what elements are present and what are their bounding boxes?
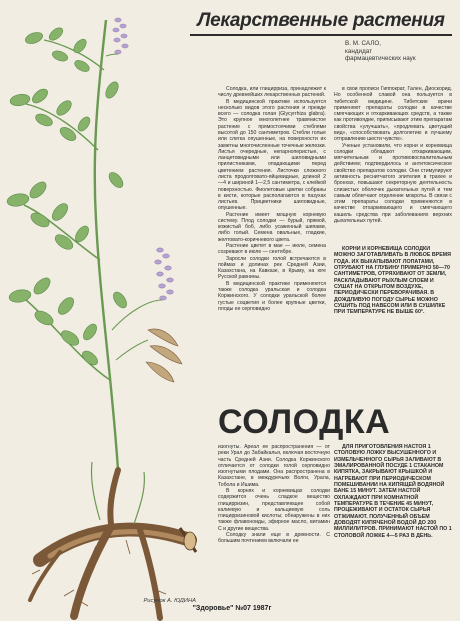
paragraph: Заросли солодки голой встречаются в поймах и долинах рек Средней Азии, Казахстана, на Кавказе, в Крыму, на юге Русской равнины. <box>218 255 326 281</box>
flower-spike-right <box>155 248 174 300</box>
licorice-illustration <box>0 0 205 621</box>
paragraph: Солодка, или глицирриза, принадлежит к числу древнейших лекарственных растений. <box>218 86 326 99</box>
illustration-credit: Рисунок А. ЮДИНА <box>143 598 196 604</box>
paragraph: изогнуты. Ареал ее распространения — от реки Урал до Забайкалья, включая восточную часть Средней Азии. Солодка Коржинского отличается от солодки голой серповидно изогнутыми плодами. Она распространена в Казахстане, в междуречьях Волги, Урала, Тобола и Ишима. <box>218 444 330 488</box>
paragraph: Растение имеет мощную корневую систему. Плод солодки — бурый, прямой, кожистый боб, либо усаженный шипами, либо голый. Семена овальные, гладкие, желтовато-коричневого цвета. <box>218 211 326 243</box>
flower-spikes <box>113 18 174 300</box>
flower-spike-top <box>113 18 128 54</box>
paragraph: Растение цветет в мае — июле, семена созревают в июле — сентябре. <box>218 243 326 256</box>
paragraph: в свои прописи Гиппократ, Гален, Диоскорид. Но особенной славой она пользуется в тибетской медицине. Тибетские врачи применяют препараты солодки в качестве смягчающих и отхаркивающих средств, а также как противоядие, приписывают этим препаратам свойства «улучшать», «продлевать цветущий вид», «способствовать долголетию и лучшему отправлению шести чувств». <box>334 86 452 143</box>
author-block <box>345 40 455 63</box>
article-column-a1 <box>218 86 326 422</box>
root-crown <box>110 470 118 530</box>
root-branch-2 <box>140 530 160 618</box>
paragraph: В корнях и корневищах солодки содержится очень сладкое вещество глицирризин, представляющее собой калиевую и кальциевую соль глицирризиновой кислоты; обнаружены в них также флавоноиды, эфирное масло, витамин С и другие вещества. <box>218 487 330 532</box>
section-header <box>190 8 452 34</box>
paragraph: КОРНИ И КОРНЕВИЩА СОЛОДКИ МОЖНО ЗАГОТАВЛИВАТЬ В ЛЮБОЕ ВРЕМЯ ГОДА. ИХ ВЫКАПЫВАЮТ ЛОПАТАМИ, ОТРУБАЮТ НА ГЛУБИНУ ПРИМЕРНО 50—70 САНТИМЕТРОВ, ОТРЯХИВАЮТ ОТ ЗЕМЛИ, РАСКЛАДЫВАЮТ РЫХЛЫМ СЛОЕМ И СУШАТ НА ОТКРЫТОМ ВОЗДУХЕ, ПЕРИОДИЧЕСКИ ПЕРЕВОРАЧИВАЯ. В ДОЖДЛИВУЮ ПОГОДУ СЫРЬЕ МОЖНО СУШИТЬ ПОД НАВЕСОМ ИЛИ В СУШИЛКЕ ПРИ ТЕМПЕРАТУРЕ НЕ ВЫШЕ 60°. <box>334 246 451 316</box>
paragraph: ДЛЯ ПРИГОТОВЛЕНИЯ НАСТОЯ 1 СТОЛОВУЮ ЛОЖКУ ВЫСУШЕННОГО И ИЗМЕЛЬЧЕННОГО СЫРЬЯ ЗАЛИВАЮТ В ЭМАЛИРОВАННОЙ ПОСУДЕ 1 СТАКАНОМ КИПЯТКА, ЗАКРЫВАЮТ КРЫШКОЙ И НАГРЕВАЮТ ПРИ ПЕРИОДИЧЕСКОМ ПОМЕШИВАНИИ НА КИПЯЩЕЙ ВОДЯНОЙ БАНЕ 15 МИНУТ. ЗАТЕМ НАСТОЙ ОХЛАЖДАЮТ ПРИ КОМНАТНОЙ ТЕМПЕРАТУРЕ В ТЕЧЕНИЕ 45 МИНУТ, ПРОЦЕЖИВАЮТ И ОСТАТОК СЫРЬЯ ОТЖИМАЮТ. ПОЛУЧЕННЫЙ ОБЪЕМ ДОВОДЯТ КИПЯЧЕНОЙ ВОДОЙ ДО 200 МИЛЛИЛИТРОВ. ПРИНИМАЮТ НАСТОЙ ПО 1 СТОЛОВОЙ ЛОЖКЕ 4—5 РАЗ В ДЕНЬ. <box>334 444 452 539</box>
magazine-footer: "Здоровье" №07 1987г <box>192 605 272 612</box>
article-title: СОЛОДКА <box>218 403 391 441</box>
article-column-a2 <box>218 444 330 592</box>
flower-stalk-top <box>106 54 118 56</box>
author-degree: фармацевтических наук <box>345 55 416 63</box>
header-rule <box>190 34 452 36</box>
section-title: Лекарственные растения <box>197 10 445 31</box>
harvest-instructions <box>334 246 452 406</box>
article-column-b1 <box>334 86 452 246</box>
seed-pods <box>146 329 182 382</box>
paragraph: Солодку знали еще в древности. С большим почтением включали ее <box>218 531 330 545</box>
leaves <box>6 25 129 367</box>
author-title: кандидат <box>345 47 372 55</box>
author-name: В. М. САЛО, <box>345 40 381 47</box>
paragraph: В медицинской практике используется несколько видов этого растения и прежде всего — солодка голая (Glycyrrhiza glabra). Это крупное многолетнее травянистое растение с прямостоячими стеблями высотой до 150 сантиметров. Стебли голые или слегка опушенные, на поверхности их заметны многочисленные точечные железки. Листья очередные, непарноперистые, с ланцетовидными или шиловидными прилистниками, опадающими перед цветением растения. Листочки сложного листа продолговато-яйцевидные, длиной 2—4 и шириной 1—2,5 сантиметра, с клейкой поверхностью. Фиолетовые цветки собраны в кисти, которые располагаются в пазухах листьев. Прицветники шиловидные, опушенные. <box>218 98 326 212</box>
root-system <box>30 470 196 618</box>
root-cut-face <box>184 532 196 550</box>
infusion-instructions <box>334 444 452 594</box>
paragraph: В медицинской практике применяются также солодка уральская и солодка Коржинского. У солодки уральской более густые соцветия и более крупные цветки, плоды ее серповидно <box>218 280 326 312</box>
paragraph: Ученые установили, что корни и корневища солодки обладают отхаркивающим, мягчительным и противовоспалительным действием; подтвердилось и антитоксическое свойство препаратов солодки. Они стимулируют активность реснитчатого эпителия в трахее и бронхах, повышают секреторную деятельность слизистых оболочек дыхательных путей и тем самым облегчают отделение мокроты. В связи с этим препараты солодки применяются в качестве отхаркивающего и смягчающего кашель средства при заболеваниях верхних дыхательных путей. <box>334 142 452 224</box>
